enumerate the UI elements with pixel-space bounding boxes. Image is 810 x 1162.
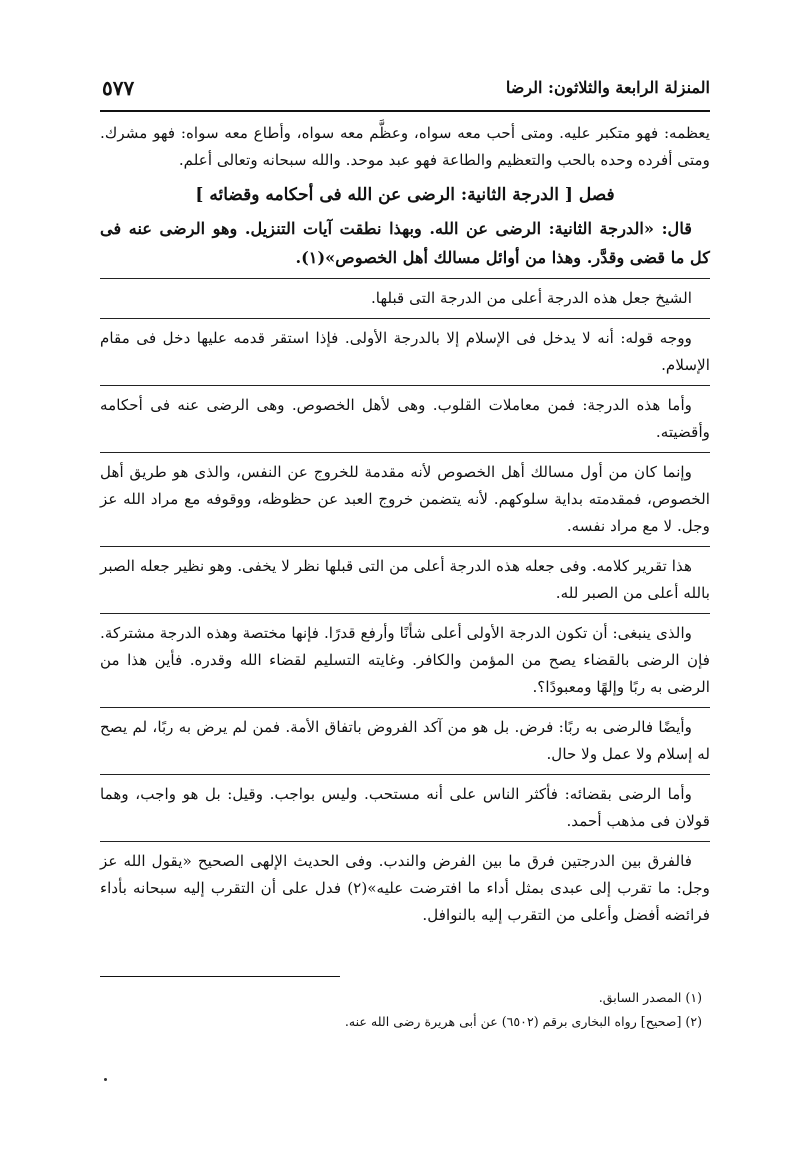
paragraph-divider xyxy=(100,278,710,279)
paragraph-divider xyxy=(100,613,710,614)
paragraph-8: وأيضًا فالرضى به ربًا: فرض. بل هو من آكد الفروض باتفاق الأمة. فمن لم يرض به ربًا، لم يصح له إسلام ولا عمل ولا حال. xyxy=(100,718,710,763)
footnotes xyxy=(100,986,710,1034)
paragraph-6: هذا تقرير كلامه. وفى جعله هذه الدرجة أعلى من التى قبلها نظر لا يخفى. وهو نظير جعله الصبر بالله أعلى من الصبر لله. xyxy=(100,557,710,602)
paragraph-divider xyxy=(100,318,710,319)
footnote-1: (١) المصدر السابق. xyxy=(598,990,702,1005)
book-page xyxy=(100,62,710,1122)
running-title: المنزلة الرابعة والثلاثون: الرضا xyxy=(505,78,710,97)
footnote-2: (٢) [صحيح] رواه البخارى برقم (٦٥٠٢) عن أبى هريرة رضى الله عنه. xyxy=(344,1014,702,1029)
paragraph-9: وأما الرضى بقضائه: فأكثر الناس على أنه مستحب. وليس بواجب. وقيل: بل هو واجب، وهما قولان فى مذهب أحمد. xyxy=(100,785,710,830)
paragraph-divider xyxy=(100,546,710,547)
paragraph-divider xyxy=(100,385,710,386)
scan-speck xyxy=(104,1078,107,1081)
paragraph-0: يعظمه: فهو متكبر عليه. ومتى أحب معه سواه، وعظَّم معه سواه، وأطاع معه سواه: فهو مشرك. ومتى أفرده وحده بالحب والتعظيم والطاعة فهو عبد موحد. والله سبحانه وتعالى أعلم. xyxy=(100,124,710,169)
paragraph-5: وإنما كان من أول مسالك أهل الخصوص لأنه مقدمة للخروج عن النفس، والذى هو طريق أهل الخصوص، فمقدمته بداية سلوكهم. لأنه يتضمن خروج العبد عن حظوظه، ووقوفه مع مراد الله عز وجل. لا مع مراد نفسه. xyxy=(100,463,710,535)
page-body xyxy=(100,120,710,929)
paragraph-divider xyxy=(100,841,710,842)
paragraph-divider xyxy=(100,452,710,453)
page-number: ٥٧٧ xyxy=(102,76,135,100)
footnote-rule xyxy=(100,976,340,977)
paragraph-2: الشيخ جعل هذه الدرجة أعلى من الدرجة التى قبلها. xyxy=(370,289,692,307)
section-heading: فصل [ الدرجة الثانية: الرضى عن الله فى أحكامه وقضائه ] xyxy=(195,185,615,205)
paragraph-divider xyxy=(100,707,710,708)
paragraph-divider xyxy=(100,774,710,775)
paragraph-3: ووجه قوله: أنه لا يدخل فى الإسلام إلا بالدرجة الأولى. فإذا استقر قدمه عليها دخل فى مقام الإسلام. xyxy=(100,329,710,374)
paragraph-10: فالفرق بين الدرجتين فرق ما بين الفرض والندب. وفى الحديث الإلهى الصحيح «يقول الله عز وجل: ما تقرب إلى عبدى بمثل أداء ما افترضت عليه»(٢) فدل على أن التقرب إليه سبحانه بأداء فرائضه أفضل وأعلى من التقرب إليه بالنوافل. xyxy=(100,852,710,924)
paragraph-4: وأما هذه الدرجة: فمن معاملات القلوب. وهى لأهل الخصوص. وهى الرضى عنه فى أحكامه وأقضيته. xyxy=(100,396,710,441)
header-rule xyxy=(100,110,710,112)
page-header xyxy=(100,72,710,106)
paragraph-7: والذى ينبغى: أن تكون الدرجة الأولى أعلى شأنًا وأرفع قدرًا. فإنها مختصة وهذه الدرجة مشتركة. فإن الرضى بالقضاء يصح من المؤمن والكافر. وغايته التسليم لقضاء الله وقدره. فأين هذا من الرضى به ربًا وإلهًا ومعبودًا؟. xyxy=(100,624,710,696)
quoted-text: قال: «الدرجة الثانية: الرضى عن الله. وبهذا نطقت آيات التنزيل. وهو الرضى عنه فى كل ما قضى وقدَّر. وهذا من أوائل مسالك أهل الخصوص»(١). xyxy=(100,219,710,267)
